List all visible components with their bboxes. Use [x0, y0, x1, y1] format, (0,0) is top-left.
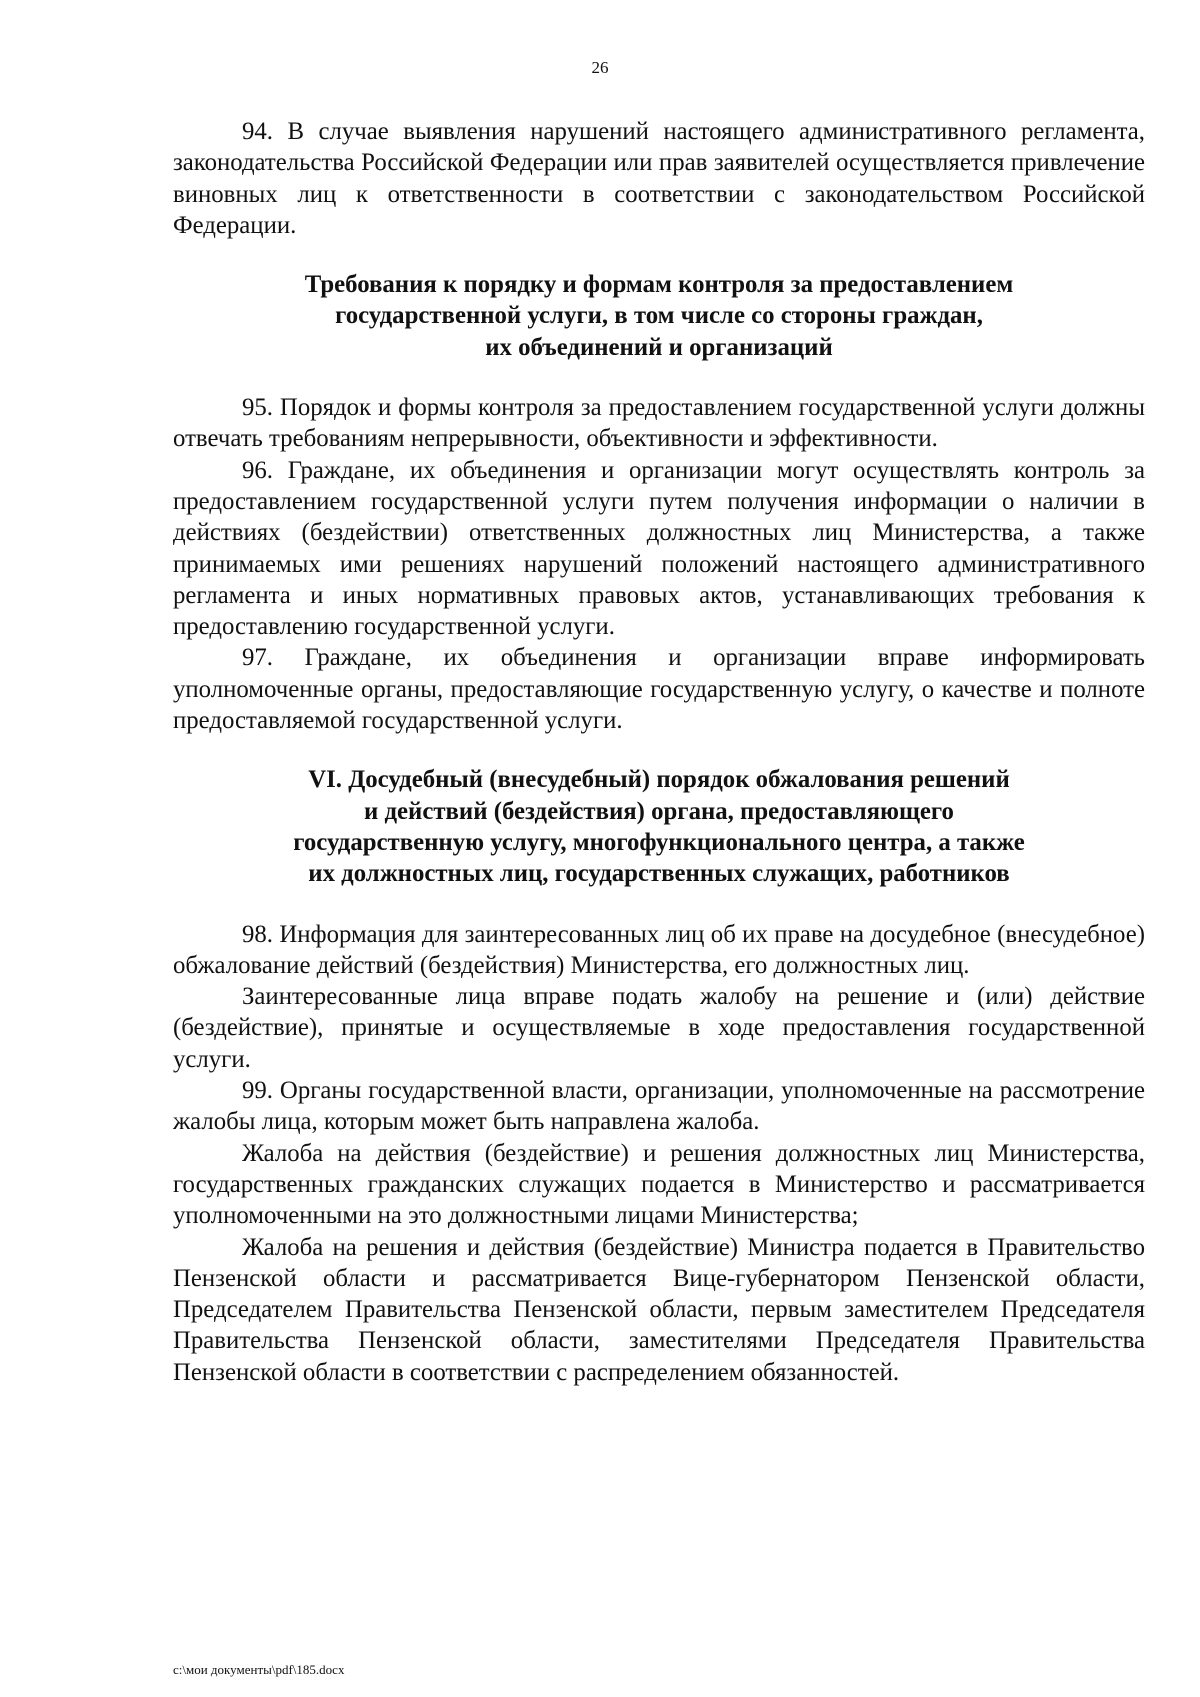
heading-line: государственную услугу, многофункционального центра, а также — [293, 828, 1025, 856]
footer-file-path: c:\мои документы\pdf\185.docx — [173, 1662, 345, 1677]
paragraph-99-complaint-minister: Жалоба на решения и действия (бездействие) Министра подается в Правительство Пензенской области и рассматривается Вице-губернатором Пензенской области, Председателем Правительства Пензенской области, первым заместителем Председателя Правительства Пензенской области, заместителями Председателя Правительства Пензенской области в соответствии с распределением обязанностей. — [173, 1233, 1145, 1386]
paragraph-99: 99. Органы государственной власти, организации, уполномоченные на рассмотрение жалобы лица, которым может быть направлена жалоба. — [173, 1077, 1145, 1136]
paragraph-98: 98. Информация для заинтересованных лиц об их праве на досудебное (внесудебное) обжалование действий (бездействия) Министерства, его должностных лиц. — [173, 920, 1145, 979]
heading-line: и действий (бездействия) органа, предоставляющего — [364, 797, 954, 825]
paragraph-95: 95. Порядок и формы контроля за предоставлением государственной услуги должны отвечать требованиям непрерывности, объективности и эффективности. — [173, 394, 1145, 453]
heading-section-vi — [173, 764, 1145, 889]
paragraph-98-continuation: Заинтересованные лица вправе подать жалобу на решение и (или) действие (бездействие), принятые и осуществляемые в ходе предоставления государственной услуги. — [173, 983, 1145, 1073]
heading-line: государственной услуги, в том числе со стороны граждан, — [335, 302, 983, 330]
document-body — [173, 116, 1145, 1388]
paragraph-96: 96. Граждане, их объединения и организации могут осуществлять контроль за предоставлением государственной услуги путем получения информации о наличии в действиях (бездействии) ответственных должностных лиц Министерства, а также принимаемых ими решениях нарушений положений настоящего административного регламента и иных нормативных правовых актов, устанавливающих требования к предоставлению государственной услуги. — [173, 456, 1145, 641]
paragraph-94: 94. В случае выявления нарушений настоящего административного регламента, законодательства Российской Федерации или прав заявителей осуществляется привлечение виновных лиц к ответственности в соответствии с законодательством Российской Федерации. — [173, 118, 1145, 239]
heading-line: Требования к порядку и формам контроля за предоставлением — [304, 271, 1014, 299]
heading-line: их должностных лиц, государственных служащих, работников — [308, 860, 1010, 888]
page-number: 26 — [591, 58, 609, 77]
paragraph-99-complaint-ministry: Жалоба на действия (бездействие) и решения должностных лиц Министерства, государственных гражданских служащих подается в Министерство и рассматривается уполномоченными на это должностными лицами Министерства; — [173, 1139, 1145, 1230]
heading-line: VI. Досудебный (внесудебный) порядок обжалования решений — [308, 766, 1010, 794]
paragraph-97: 97. Граждане, их объединения и организации вправе информировать уполномоченные органы, предоставляющие государственную услугу, о качестве и полноте предоставляемой государственной услуги. — [173, 644, 1145, 735]
heading-control-requirements — [173, 269, 1145, 363]
heading-line: их объединений и организаций — [485, 333, 833, 361]
